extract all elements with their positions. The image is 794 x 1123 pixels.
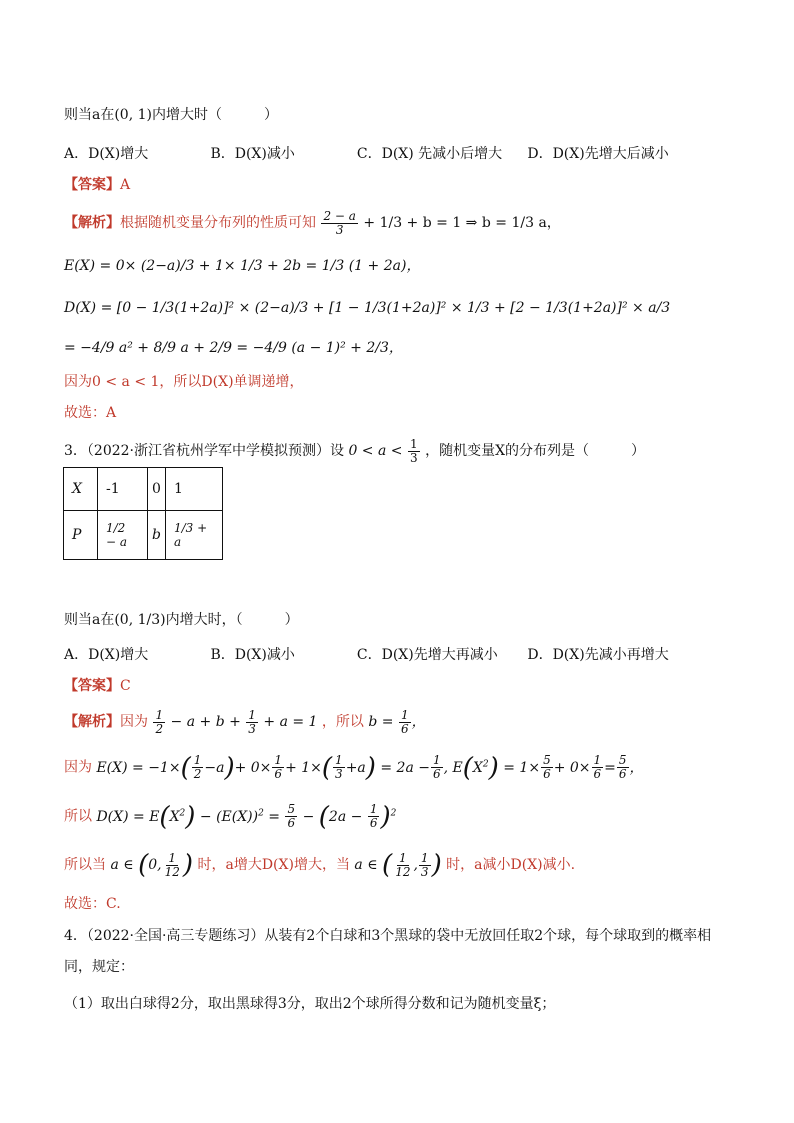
- question-4-item-1: （1）取出白球得2分，取出黑球得3分，取出2个球所得分数和记为随机变量ξ；: [64, 996, 556, 1012]
- question-stem: 则当a在(0, 1)内增大时（ ）: [64, 107, 278, 123]
- option-d: D．D(X)先减小再增大: [527, 647, 669, 663]
- analysis-line-3: 所以 $D(X) = E(X^2) - (E(X))^2$ = $\frac{5}{6}$ − (2a − $\frac{1}{6}$ )$^2$: [64, 801, 397, 832]
- analysis-tag: 【解析】: [64, 215, 120, 231]
- expectation-line: E(X) = 0× (2−a)/3 + 1× 1/3 + 2b = 1/3 (1 + 2a)，: [64, 258, 421, 274]
- answer-value: A: [120, 177, 131, 193]
- fraction: $\frac{2 - a}{3}$: [323, 208, 356, 237]
- analysis-text: 因为: [120, 714, 148, 730]
- stem-suffix: ，随机变量X的分布列是（ ）: [425, 443, 646, 459]
- analysis-text: 所以: [64, 808, 92, 825]
- stem-prefix: 3．（2022·浙江省杭州学军中学模拟预测）设: [64, 443, 344, 459]
- choose-line: 故选：A: [64, 405, 117, 421]
- analysis-line-4: 所以当 a ∈ (0, $\frac{1}{12}$ ) 时，a增大D(X)增大，当 a ∈ ( $\frac{1}{12}$ , $\frac{1}{3}$ ) 时，a减小D(X)减小.: [64, 850, 576, 880]
- choose-line: 故选：C.: [64, 896, 121, 912]
- distribution-table: [63, 467, 223, 560]
- table-cell: X: [64, 468, 98, 511]
- options-row: [64, 145, 669, 163]
- analysis-line-2: 因为 E(X) = −1×( $\frac{1}{2}$ −a)+ 0× $\frac{1}{6}$ + 1×( $\frac{1}{3}$ +a) = 2a − $\frac{1}{6}$ , $E(X^2) = 1\times$ $\frac{5}{6}$ + 0× $\frac{1}{6}$ = $\frac{5}{6}$ ，: [64, 752, 644, 783]
- table-cell: 1/3 + a: [165, 511, 222, 560]
- options-row: [64, 646, 669, 664]
- table-cell: 1/2 − a: [98, 511, 148, 560]
- question-3-stem: 3．（2022·浙江省杭州学军中学模拟预测）设 0 < a < $\frac{1}{3}$ ，随机变量X的分布列是（ ）: [64, 436, 646, 465]
- answer-value: C: [120, 678, 131, 694]
- analysis-text: 根据随机变量分布列的性质可知: [120, 215, 316, 231]
- answer-tag: 【答案】: [64, 177, 120, 193]
- option-c: C．D(X)先增大再减小: [356, 647, 498, 663]
- table-cell: P: [64, 511, 98, 560]
- analysis-line-1: [64, 208, 561, 238]
- option-a: A．D(X)增大: [64, 146, 149, 162]
- analysis-text: ，所以: [321, 714, 364, 730]
- table-row: [64, 468, 223, 511]
- table-row: [64, 511, 223, 560]
- table-cell: 0: [148, 468, 166, 511]
- conclusion-line: 因为0 < a < 1，所以D(X)单调递增，: [64, 374, 304, 390]
- analysis-text: 时，a减小D(X)减小.: [446, 857, 576, 873]
- option-d: D．D(X)先增大后减小: [527, 146, 669, 162]
- table-cell: b: [148, 511, 166, 560]
- question-4-stem-line-1: 4．（2022·全国·高三专题练习）从装有2个白球和3个黑球的袋中无放回任取2个球，每个球取到的概率相: [64, 928, 712, 944]
- fraction: $\frac{1}{3}$: [409, 436, 418, 465]
- analysis-line-1: 【解析】因为 $\frac{1}{2}$ − a + b + $\frac{1}{3}$ + a = 1 ，所以 b = $\frac{1}{6}$ ，: [64, 707, 426, 736]
- table-cell: -1: [98, 468, 148, 511]
- analysis-text: 时，a增大D(X)增大，当: [197, 857, 350, 873]
- analysis-equation: + 1/3 + b = 1 ⇒ b = 1/3 a，: [363, 215, 561, 231]
- table-cell: 1: [165, 468, 222, 511]
- variance-simplified-line: = −4/9 a² + 8/9 a + 2/9 = −4/9 (a − 1)² + 2/3，: [64, 340, 403, 356]
- answer-tag: 【答案】: [64, 678, 120, 694]
- analysis-text: 所以当: [64, 857, 106, 873]
- option-b: B．D(X)减小: [210, 647, 295, 663]
- question-3-stem-2: 则当a在(0, 1/3)内增大时，（ ）: [64, 612, 299, 628]
- analysis-text: 因为: [64, 759, 92, 776]
- answer-line: [64, 677, 131, 695]
- option-b: B．D(X)减小: [210, 146, 295, 162]
- variance-line: D(X) = [0 − 1/3(1+2a)]² × (2−a)/3 + [1 − 1/3(1+2a)]² × 1/3 + [2 − 1/3(1+2a)]² × a/3: [64, 300, 671, 316]
- answer-line: [64, 176, 130, 194]
- option-c: C．D(X) 先减小后增大: [356, 146, 503, 162]
- option-a: A．D(X)增大: [64, 647, 149, 663]
- analysis-tag: 【解析】: [64, 714, 120, 730]
- question-4-stem-line-2: 同，规定：: [64, 959, 134, 975]
